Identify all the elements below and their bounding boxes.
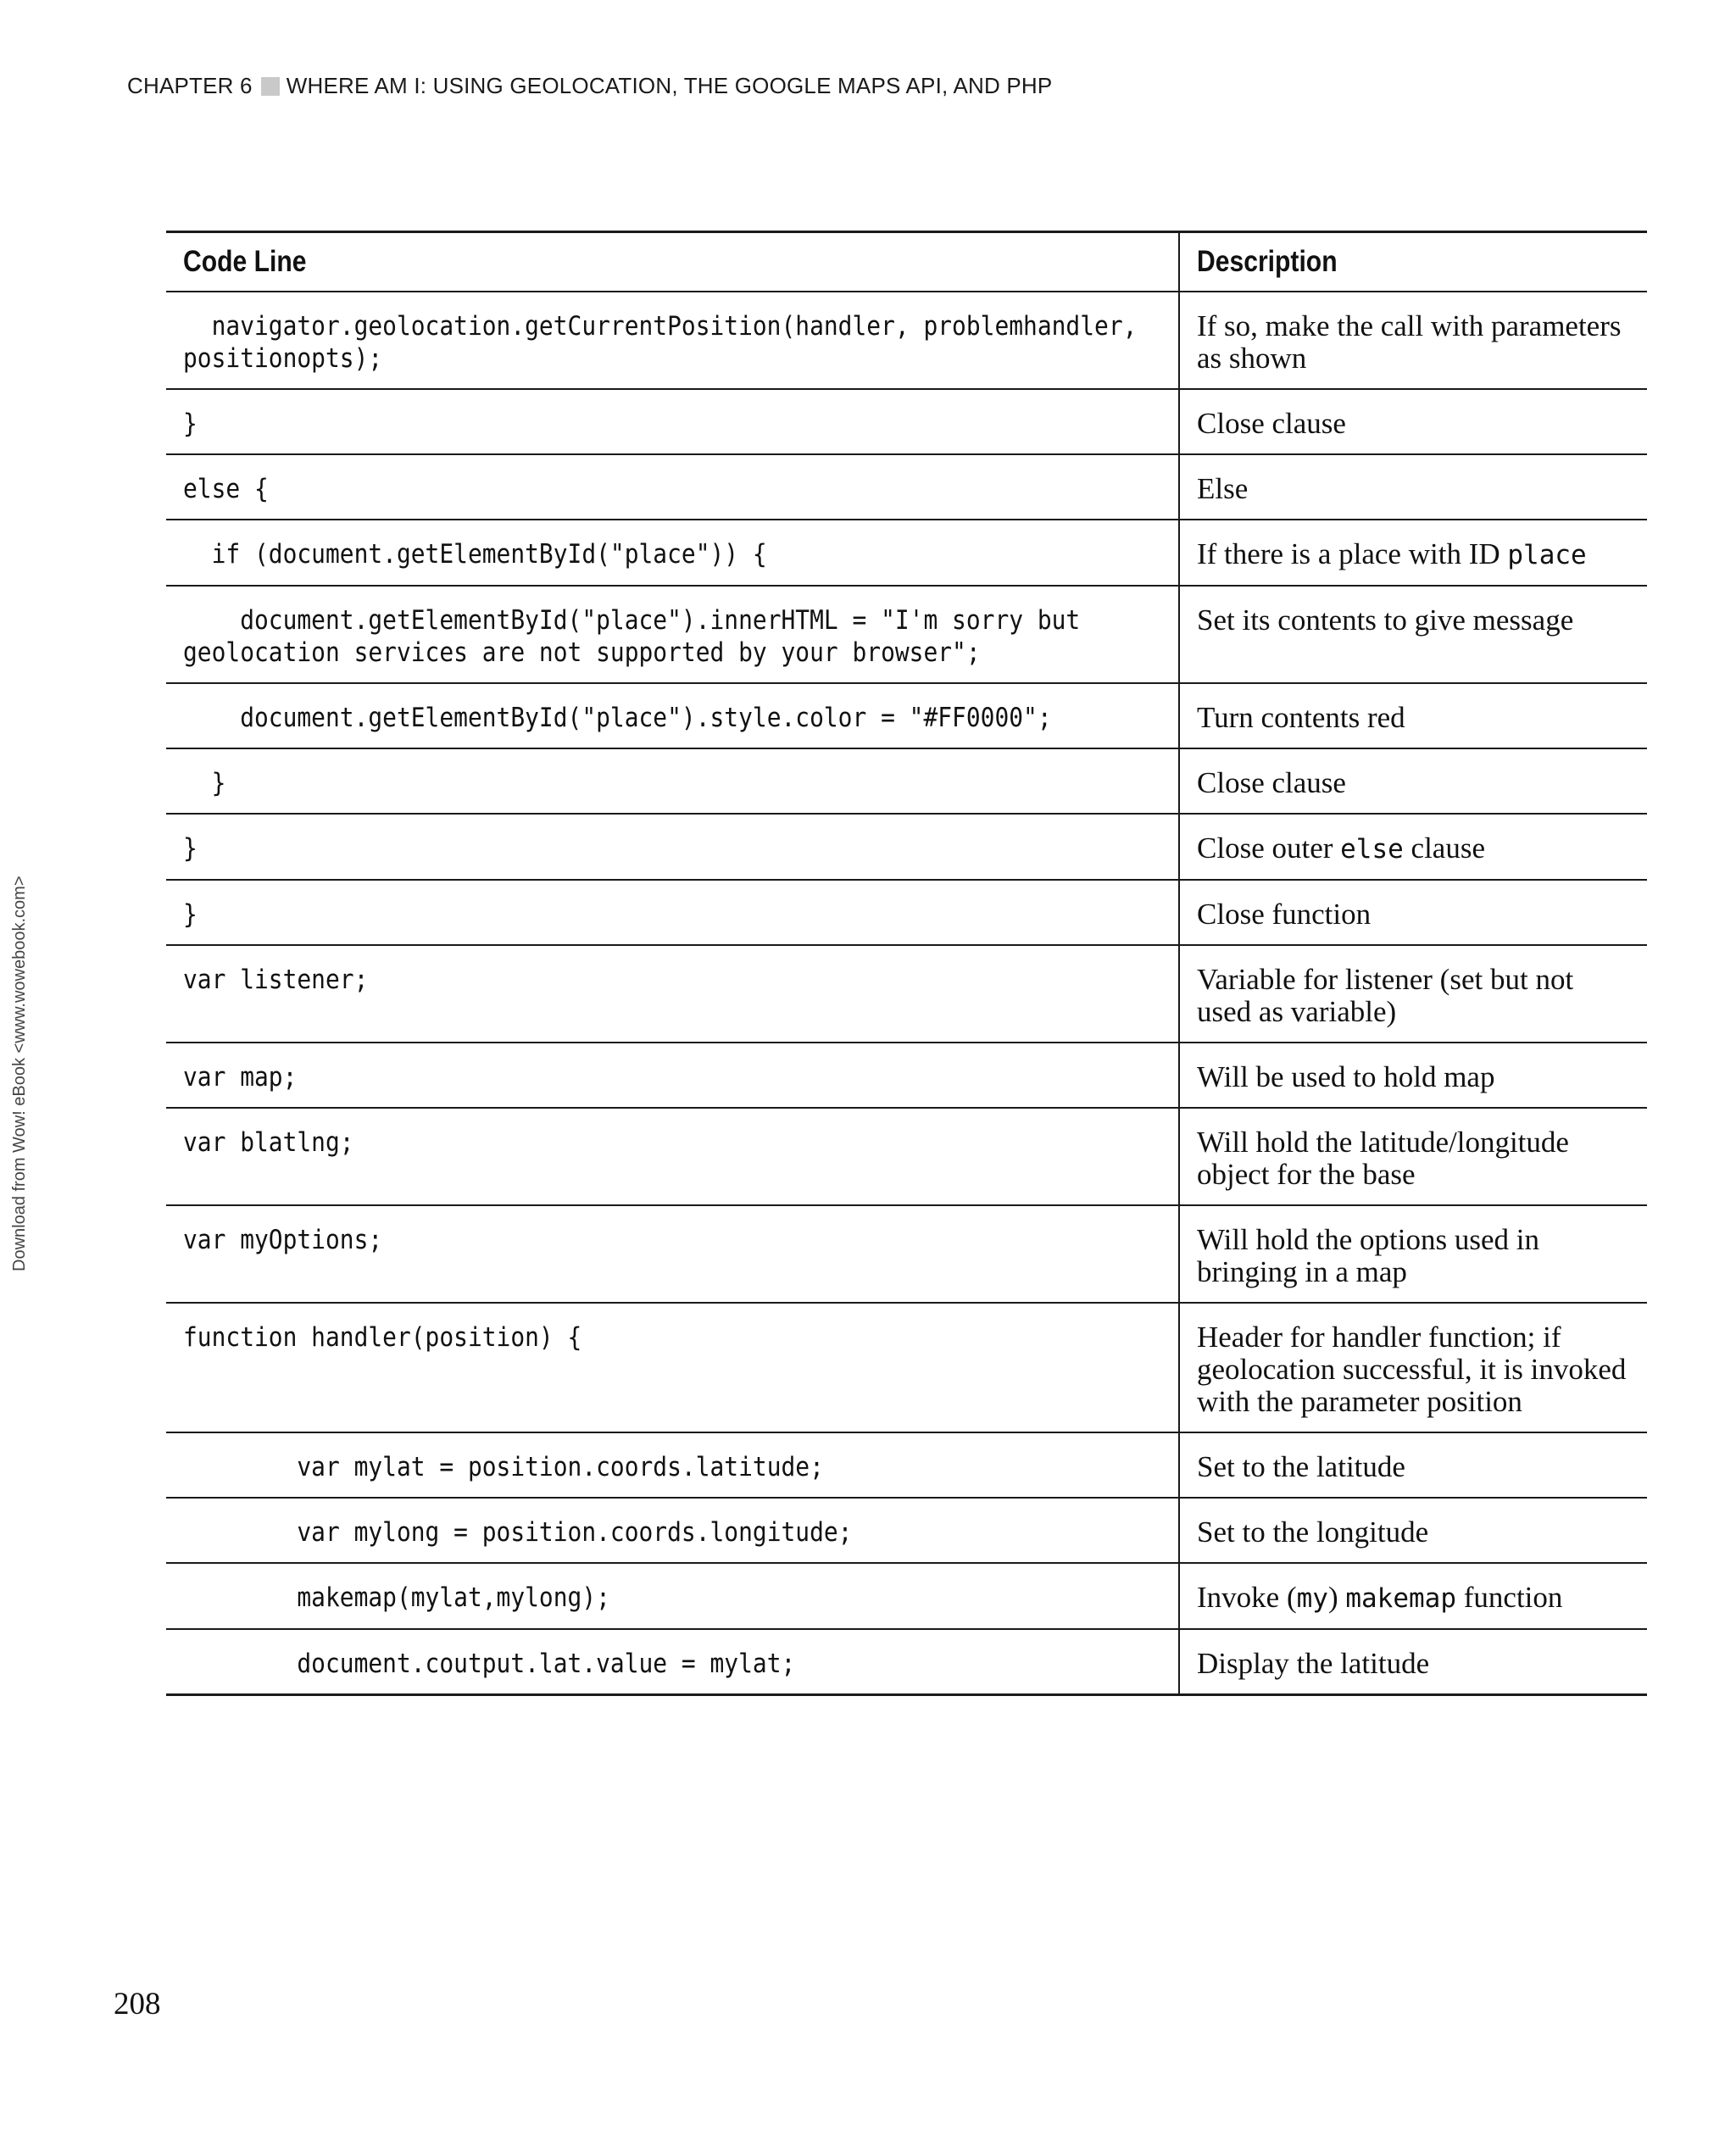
code-cell: makemap(mylat,mylong); — [166, 1563, 1179, 1629]
code-cell: var mylat = position.coords.latitude; — [166, 1432, 1179, 1498]
description-cell: Turn contents red — [1179, 683, 1647, 748]
table-row — [166, 945, 1647, 1043]
table-row — [166, 1043, 1647, 1108]
inline-code: makemap — [1345, 1583, 1456, 1614]
code-cell: navigator.geolocation.getCurrentPosition(handler, problemhandler, positionopts); — [166, 292, 1179, 389]
description-cell: Set its contents to give message — [1179, 586, 1647, 683]
description-cell: Close function — [1179, 880, 1647, 945]
separator-square-icon — [261, 77, 280, 96]
code-cell: var mylong = position.coords.longitude; — [166, 1498, 1179, 1563]
description-cell: If there is a place with ID place — [1179, 520, 1647, 586]
code-cell: } — [166, 880, 1179, 945]
code-cell: var listener; — [166, 945, 1179, 1043]
description-cell: Close clause — [1179, 389, 1647, 454]
table-row — [166, 880, 1647, 945]
chapter-label: CHAPTER 6 — [127, 73, 253, 98]
description-cell: Variable for listener (set but not used as variable) — [1179, 945, 1647, 1043]
table-row — [166, 748, 1647, 814]
code-cell: document.getElementById("place").style.color = "#FF0000"; — [166, 683, 1179, 748]
inline-code: my — [1296, 1583, 1328, 1614]
code-cell: } — [166, 389, 1179, 454]
code-cell: document.coutput.lat.value = mylat; — [166, 1629, 1179, 1695]
code-description-table — [166, 231, 1647, 1696]
table-row — [166, 1629, 1647, 1695]
description-cell: Close clause — [1179, 748, 1647, 814]
table-row — [166, 1108, 1647, 1205]
description-cell: Else — [1179, 454, 1647, 520]
table-row — [166, 292, 1647, 389]
description-cell: Close outer else clause — [1179, 814, 1647, 880]
description-cell: Invoke (my) makemap function — [1179, 1563, 1647, 1629]
code-cell: var myOptions; — [166, 1205, 1179, 1303]
code-cell: var map; — [166, 1043, 1179, 1108]
page-number: 208 — [114, 1987, 161, 2021]
code-cell: } — [166, 814, 1179, 880]
description-cell: Will hold the latitude/longitude object for the base — [1179, 1108, 1647, 1205]
inline-code: else — [1340, 834, 1404, 865]
code-cell: else { — [166, 454, 1179, 520]
table-row — [166, 683, 1647, 748]
description-cell: Header for handler function; if geolocation successful, it is invoked with the parameter position — [1179, 1303, 1647, 1432]
side-watermark-note: Download from Wow! eBook <www.wowebook.com> — [10, 876, 29, 1271]
table-row — [166, 1205, 1647, 1303]
code-cell: if (document.getElementById("place")) { — [166, 520, 1179, 586]
table-row — [166, 1432, 1647, 1498]
description-cell: Set to the latitude — [1179, 1432, 1647, 1498]
table-row — [166, 586, 1647, 683]
code-cell: } — [166, 748, 1179, 814]
inline-code: place — [1507, 540, 1587, 570]
table-row — [166, 1563, 1647, 1629]
column-header-code-line: Code Line — [166, 232, 1179, 292]
code-cell: var blatlng; — [166, 1108, 1179, 1205]
column-header-description: Description — [1179, 232, 1647, 292]
code-cell: document.getElementById("place").innerHTML = "I'm sorry but geolocation services are not supported by your browser"; — [166, 586, 1179, 683]
description-cell: Display the latitude — [1179, 1629, 1647, 1695]
running-head — [127, 73, 1052, 99]
chapter-title: WHERE AM I: USING GEOLOCATION, THE GOOGLE MAPS API, AND PHP — [286, 73, 1053, 98]
table-row — [166, 454, 1647, 520]
table-row — [166, 389, 1647, 454]
table-row — [166, 1498, 1647, 1563]
table-row — [166, 520, 1647, 586]
description-cell: Set to the longitude — [1179, 1498, 1647, 1563]
description-cell: Will hold the options used in bringing in a map — [1179, 1205, 1647, 1303]
description-cell: Will be used to hold map — [1179, 1043, 1647, 1108]
table-row — [166, 814, 1647, 880]
description-cell: If so, make the call with parameters as shown — [1179, 292, 1647, 389]
code-cell: function handler(position) { — [166, 1303, 1179, 1432]
table-header-row — [166, 232, 1647, 292]
table-row — [166, 1303, 1647, 1432]
